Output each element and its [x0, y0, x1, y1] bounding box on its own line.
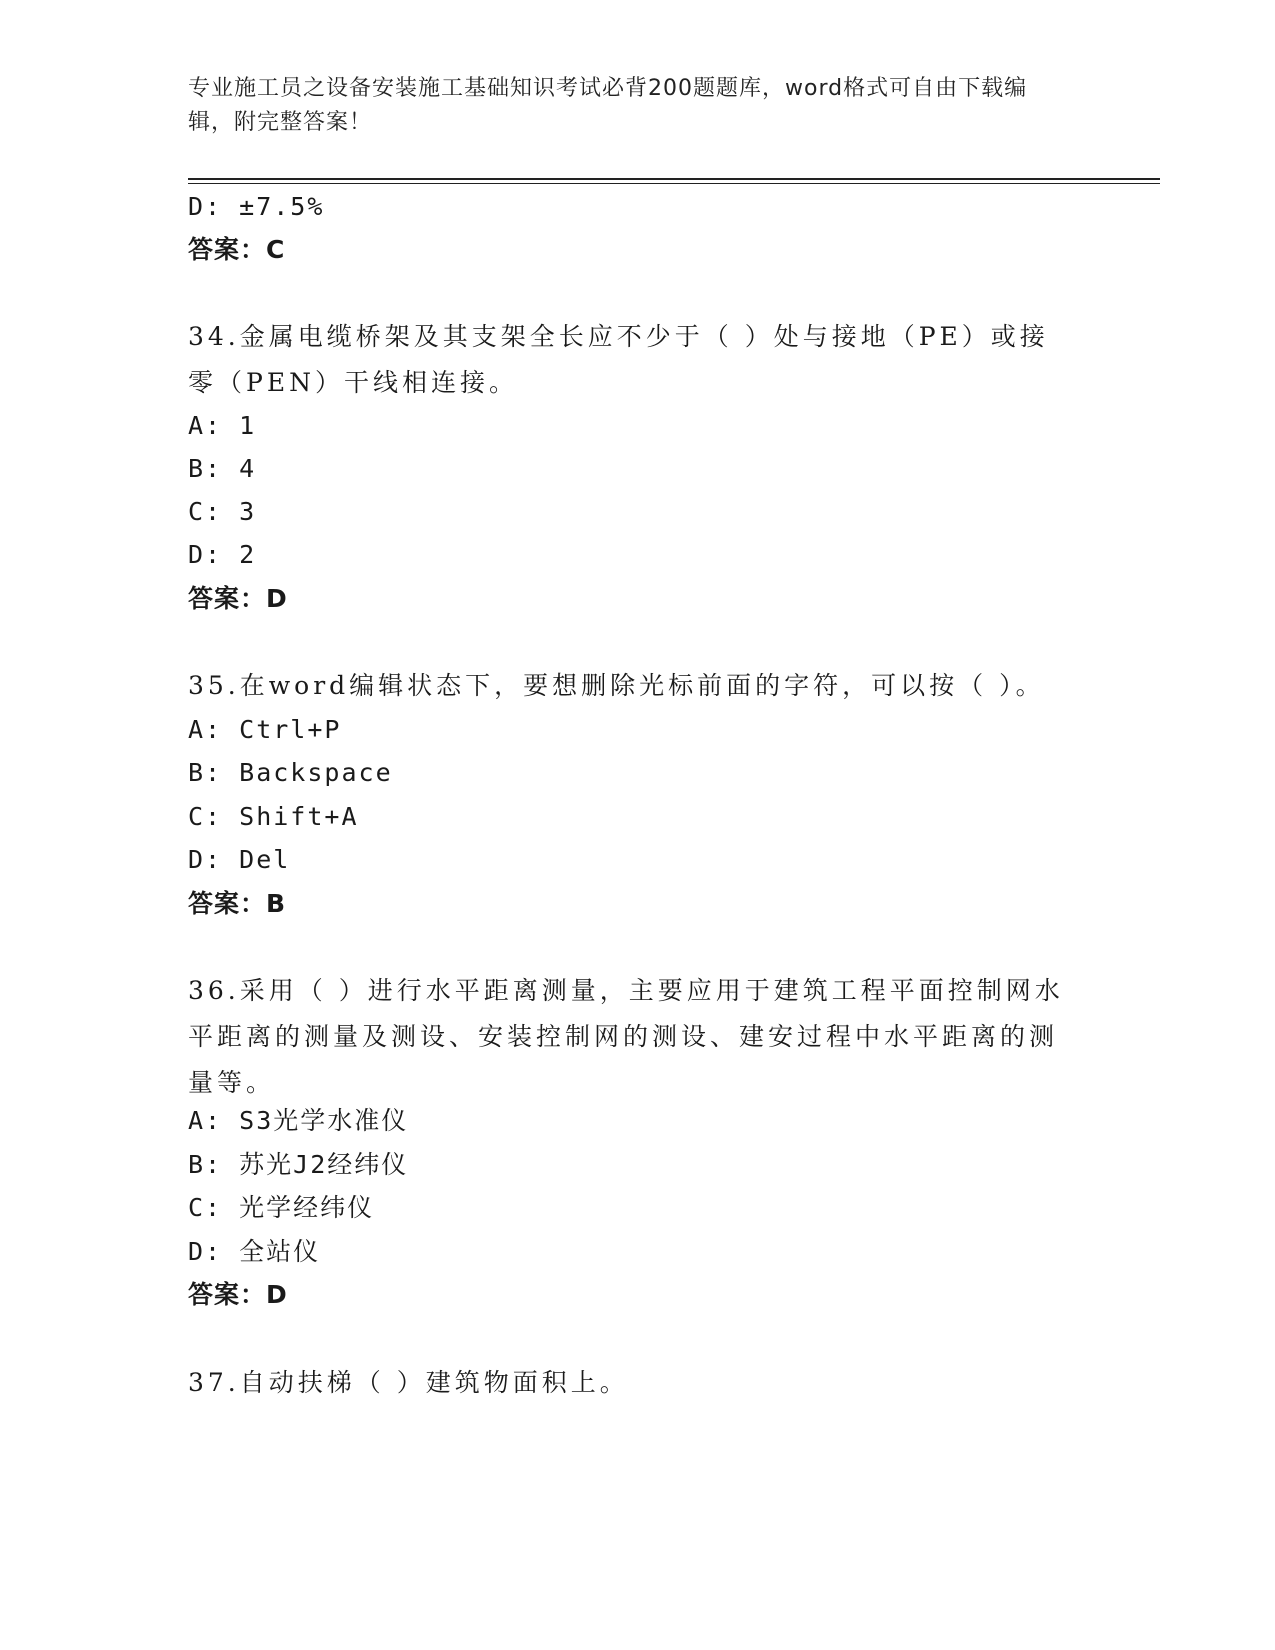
option-c: C: 光学经纬仪: [188, 1193, 375, 1222]
question-34-text: 34.金属电缆桥架及其支架全长应不少于（ ）处与接地（PE）或接零（PEN）干线相连接。: [188, 322, 1049, 397]
option-b: B: Backspace: [188, 758, 393, 787]
answer-line: 答案：D: [188, 584, 288, 613]
answer-line: 答案：D: [188, 1280, 288, 1309]
option-a: A: Ctrl+P: [188, 715, 342, 744]
option-d: D: 全站仪: [188, 1237, 321, 1266]
header-divider-thin: [188, 183, 1160, 184]
answer-line: 答案：C: [188, 235, 286, 264]
option-b: B: 苏光J2经纬仪: [188, 1150, 409, 1179]
question-35-text: 35.在word编辑状态下，要想删除光标前面的字符，可以按（ ）。: [188, 671, 1045, 700]
option-d: D: 2: [188, 540, 257, 569]
header-divider: [188, 178, 1160, 180]
option-c: C: Shift+A: [188, 802, 359, 831]
question-37-text: 37.自动扶梯（ ）建筑物面积上。: [188, 1368, 629, 1397]
option-a: A: S3光学水准仪: [188, 1106, 409, 1135]
question-36-text: 36.采用（ ）进行水平距离测量，主要应用于建筑工程平面控制网水平距离的测量及测设、安装控制网的测设、建安过程中水平距离的测量等。: [188, 976, 1064, 1097]
answer-line: 答案：B: [188, 889, 287, 918]
option-c: C: 3: [188, 497, 257, 526]
option-d: D: Del: [188, 845, 291, 874]
page-header: 专业施工员之设备安装施工基础知识考试必背200题题库，word格式可自由下载编辑，附完整答案！: [188, 76, 1028, 135]
option-a: A: 1: [188, 411, 257, 440]
option-b: B: 4: [188, 454, 257, 483]
option-d: D: ±7.5%: [188, 192, 325, 221]
